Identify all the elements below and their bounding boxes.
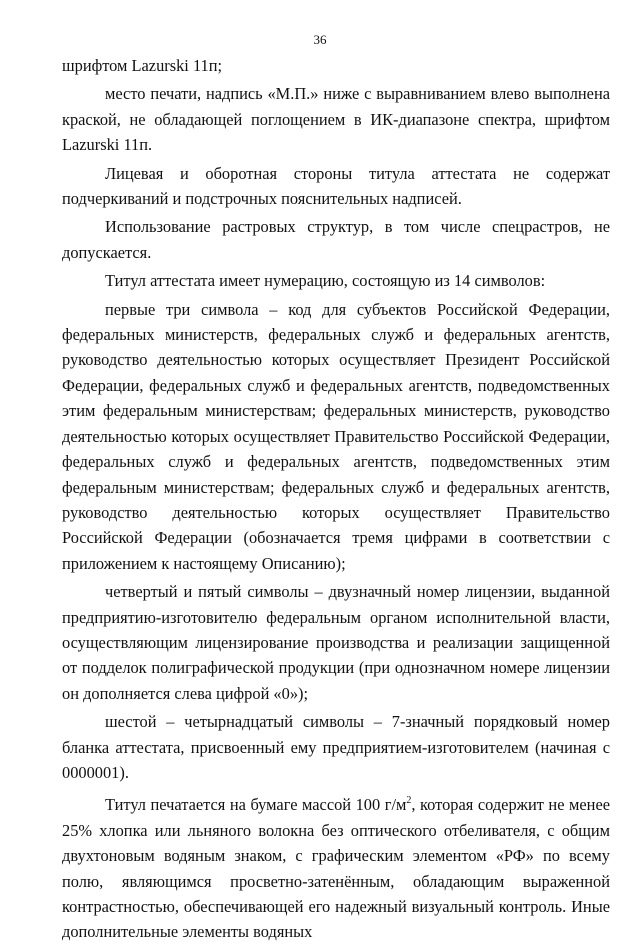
paragraph-sixth-fourteenth-symbols: шестой – четырнадцатый символы – 7-значный порядковый номер бланка аттестата, присвоенный ему предприятием-изготовителем (начиная с 0000001). — [62, 712, 610, 782]
paragraph-front-back-sides: Лицевая и оборотная стороны титула аттестата не содержат подчеркиваний и подстрочных пояснительных надписей. — [62, 163, 610, 209]
paragraph-stamp-place: место печати, надпись «М.П.» ниже с выравниванием влево выполнена краской, не обладающей поглощением в ИК-диапазоне спектра, шрифтом Lazurski 11п. — [62, 84, 610, 155]
paragraph-first-three-symbols: первые три символа – код для субъектов Российской Федерации, федеральных министерств, федеральных служб и федеральных агентств, руководство деятельностью которых осуществляет Президент Российской Федерации, федеральных служб и федеральных агентств, подведомственных этим федеральным министерствам; федеральных министерств, руководство деятельностью которых осуществляет Правительство Российской Федерации, федеральных служб и федеральных агентств, подведомственных этим федеральным министерствам; федеральных служб и федеральных агентств, руководство деятельностью которых осуществляет Правительство Российской Федерации (обозначается тремя цифрами в соответствии с приложением к настоящему Описанию); — [62, 299, 610, 573]
paper-text-start: Титул печатается на бумаге массой 100 г/м — [105, 795, 407, 815]
paragraph-fourth-fifth-symbols: четвертый и пятый символы – двузначный номер лицензии, выданной предприятию-изготовителю федеральным органом исполнительной власти, осуществляющим лицензирование производства и реализации защищенной от подделок полиграфической продукции (при однозначном номере лицензии он дополняется слева цифрой «0»); — [62, 582, 610, 703]
paragraph-raster-structures: Использование растровых структур, в том числе спецрастров, не допускается. — [62, 217, 610, 262]
paper-text-end: , которая содержит не менее 25% хлопка или льняного волокна без оптического отбеливателя, с общим двухтоновым водяным знаком, с графическим элементом «РФ» по всему полю, являющимся просветно-затенённым, обладающим выраженной контрастностью, обеспечивающей его надежный визуальный контроль. Иные дополнительные элементы водяных — [62, 795, 610, 942]
paragraph-numbering: Титул аттестата имеет нумерацию, состоящую из 14 символов: — [105, 271, 546, 291]
body-text — [62, 53, 610, 945]
paragraph-font-continuation: шрифтом Lazurski 11п; — [62, 56, 223, 75]
paragraph-paper-watermark — [62, 792, 610, 944]
superscript-two: 2 — [406, 795, 412, 807]
page-number: 36 — [313, 32, 327, 47]
